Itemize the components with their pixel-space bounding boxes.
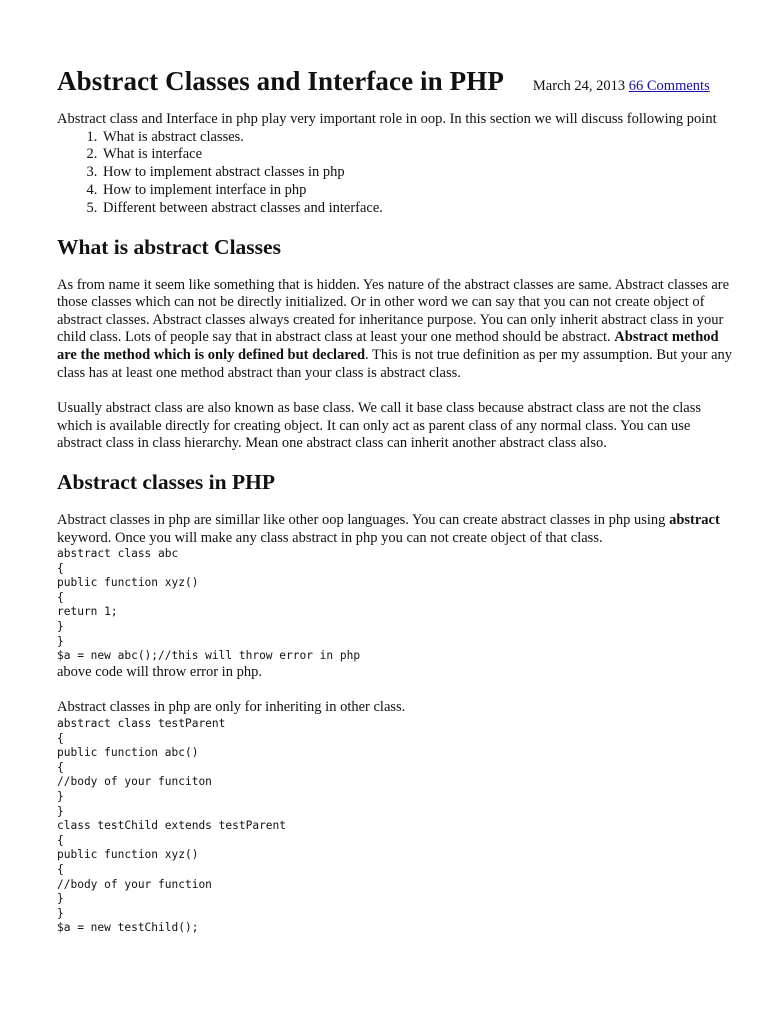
- code-block-testparent: abstract class testParent { public function abc() { //body of your funciton } } class testChild extends testParent { public function xyz() { //body of your function } } $a = new testChild();: [57, 717, 287, 935]
- code-note: above code will throw error in php.: [57, 663, 262, 680]
- paragraph-text: Abstract classes in php are simillar like other oop languages. You can create abstract classes in php using: [57, 511, 670, 528]
- abstract-php-paragraph: [57, 512, 737, 547]
- paragraph-text: As from name it seem like something that is hidden. Yes nature of the abstract classes are same. Abstract classes are those classes which can not be directly initialized. Or in other word we can say that you can not create object of abstract classes. Abstract classes always created for inheritance purpose. You can only inherit abstract class in your child class. Lots of people say that in abstract class at least your one method should be abstract.: [57, 276, 730, 346]
- article: [57, 66, 737, 936]
- post-date: March 24, 2013: [532, 78, 626, 94]
- list-item: 4. How to implement interface in php: [101, 182, 737, 200]
- list-item: 5. Different between abstract classes and interface.: [101, 200, 737, 218]
- comments-link[interactable]: 66 Comments: [628, 78, 710, 94]
- topic-list: [57, 129, 737, 218]
- list-item: 3. How to implement abstract classes in php: [101, 164, 737, 182]
- bold-emphasis: Abstract method are the method which is only defined but declared: [57, 329, 719, 363]
- code-block-abc: abstract class abc { public function xyz() { return 1; } } $a = new abc();//this will throw error in php: [57, 547, 361, 663]
- post-meta: [533, 78, 710, 95]
- inheritance-paragraph: Abstract classes in php are only for inheriting in other class.: [57, 699, 406, 716]
- title-row: [57, 66, 737, 97]
- section-heading-abstract-classes: What is abstract Classes: [57, 234, 281, 259]
- spacer: [57, 382, 737, 400]
- section-heading-abstract-php: Abstract classes in PHP: [57, 469, 275, 494]
- list-item: 1. What is abstract classes.: [101, 129, 737, 147]
- abstract-definition-paragraph: [57, 277, 737, 383]
- list-item: 2. What is interface: [101, 146, 737, 164]
- paragraph-text: . This is not true definition as per my assumption. But your any class has at least one method abstract than your class is abstract class.: [57, 346, 733, 381]
- paragraph-text: keyword. Once you will make any class abstract in php you can not create object of that class.: [57, 529, 603, 546]
- spacer: [57, 681, 737, 699]
- bold-keyword: abstract: [669, 511, 720, 528]
- base-class-paragraph: Usually abstract class are also known as base class. We call it base class because abstract class are not the class which is available directly for creating object. It can only act as parent class of any normal class. You can use abstract class in class hierarchy. Mean one abstract class can inherit another abstract class also.: [57, 400, 701, 452]
- intro-text: Abstract class and Interface in php play very important role in oop. In this section we will discuss following point: [57, 111, 717, 127]
- page-title: Abstract Classes and Interface in PHP: [57, 66, 504, 96]
